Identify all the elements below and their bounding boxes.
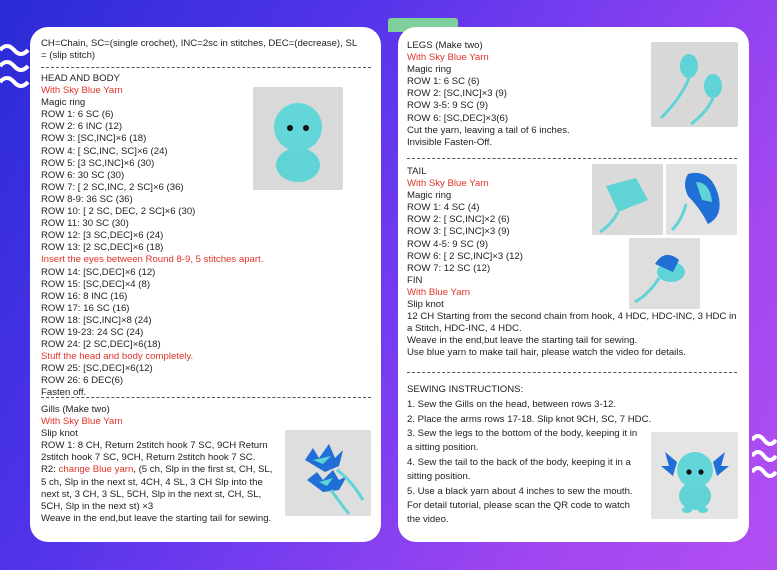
pattern-row: ROW 26: 6 DEC(6): [41, 375, 124, 387]
pattern-row: ROW 1: 6 SC (6): [41, 109, 114, 121]
section-title: Gills (Make two): [41, 404, 110, 415]
row-prefix: R2:: [41, 464, 59, 476]
head-body-photo: [253, 87, 343, 190]
pattern-row: Slip knot: [41, 428, 78, 440]
pattern-row: ROW 14: [SC,DEC]×6 (12): [41, 266, 156, 278]
section-title: TAIL: [407, 166, 427, 177]
pattern-row: ROW 3: [SC,INC]×6 (18): [41, 133, 147, 145]
right-page: [398, 27, 749, 542]
finished-toy-photo: [651, 432, 738, 519]
pattern-row: ROW 13: [2 SC,DEC]×6 (18): [41, 242, 164, 254]
pattern-row: Fasten off.: [41, 387, 87, 399]
pattern-row: ROW 3-5: 9 SC (9): [407, 100, 489, 112]
abbreviation-note: CH=Chain, SC=(single crochet), INC=2sc in stitches, DEC=(decrease), SL = (slip stitch): [41, 38, 357, 62]
pattern-row: ROW 4-5: 9 SC (9): [407, 238, 489, 250]
sewing-step: 4. Sew the tail to the back of the body, keeping it in a sitting position.: [407, 456, 631, 483]
pattern-row: Magic ring: [41, 97, 86, 109]
instruction-note: Insert the eyes between Round 8-9, 5 stitches apart.: [41, 254, 264, 266]
yarn-color-note: With Blue Yarn: [407, 286, 471, 298]
section-divider: [407, 158, 737, 159]
pattern-row: ROW 17: 16 SC (16): [41, 302, 130, 314]
pattern-row: ROW 24: [2 SC,DEC]×6(18): [41, 339, 161, 351]
section-title: HEAD AND BODY: [41, 73, 120, 84]
pattern-row: ROW 7: 12 SC (12): [407, 262, 491, 274]
pattern-row: ROW 15: [SC,DEC]×4 (8): [41, 278, 151, 290]
pattern-row: ROW 6: [SC,DEC]×3(6): [407, 112, 509, 124]
sewing-step: 5. Use a black yarn about 4 inches to sew the mouth. For detail tutorial, please scan the QR code to watch the video.: [407, 485, 633, 526]
pattern-row: Use blue yarn to make tail hair, please watch the video for details.: [407, 347, 686, 359]
pattern-row: ROW 6: [ 2 SC,INC]×3 (12): [407, 250, 523, 262]
pattern-rows: [407, 64, 647, 149]
tail-photo-3: [629, 238, 700, 309]
fin-title: FIN: [407, 274, 423, 286]
pattern-row: ROW 6: 30 SC (30): [41, 169, 125, 181]
wave-decoration-icon: [752, 430, 777, 510]
pattern-row: ROW 4: [ SC,INC, SC]×6 (24): [41, 145, 168, 157]
pattern-row: Cut the yarn, leaving a tail of 6 inches.: [407, 124, 570, 136]
pattern-row: Weave in the end,but leave the starting tail for sewing.: [407, 335, 638, 347]
pattern-row: ROW 7: [ 2 SC,INC, 2 SC]×6 (36): [41, 181, 184, 193]
yarn-color-note: With Sky Blue Yarn: [407, 178, 489, 190]
yarn-color-note: With Sky Blue Yarn: [41, 416, 123, 428]
pattern-row: ROW 18: [SC,INC]×8 (24): [41, 314, 152, 326]
pattern-row: ROW 10: [ 2 SC, DEC, 2 SC]×6 (30): [41, 206, 196, 218]
pattern-row: ROW 12: [3 SC,DEC]×6 (24): [41, 230, 164, 242]
pattern-row: Magic ring: [407, 190, 452, 202]
section-title: LEGS (Make two): [407, 40, 483, 51]
pattern-row: Weave in the end,but leave the starting tail for sewing.: [41, 512, 272, 524]
tail-photo-2: [666, 164, 737, 235]
color-change-note: change Blue yarn: [58, 464, 134, 476]
row-text: , (5 ch, Slp in the first st, CH, SL, 5 ch, Slp in the next st, 4CH, 4 SL, 3 CH Slp into the next st, 3 CH, 3 SL, 5CH, Slp in the next st, CH, SL, 5CH, Slp in the next st) ×3: [41, 464, 273, 512]
yarn-color-note: With Sky Blue Yarn: [41, 85, 123, 97]
pattern-row: ROW 1: 8 CH, Return 2stitch hook 7 SC, 9CH Return 2stitch hook 7 SC, 9CH, Return 2stitch hook 7 SC.: [41, 440, 268, 464]
pattern-row: [41, 464, 273, 512]
pattern-row: ROW 16: 8 INC (16): [41, 290, 128, 302]
pattern-row: 12 CH Starting from the second chain from hook, 4 HDC, HDC-INC, 3 HDC in a Stitch, HDC-INC, 4 HDC.: [407, 311, 737, 335]
pattern-row: Slip knot: [407, 299, 444, 311]
tail-photo-1: [592, 164, 663, 235]
pattern-row: ROW 11: 30 SC (30): [41, 218, 129, 230]
pattern-row: Invisible Fasten-Off.: [407, 136, 493, 148]
sewing-step: 1. Sew the Gills on the head, between rows 3-12.: [407, 399, 617, 411]
pattern-row: ROW 19-23: 24 SC (24): [41, 326, 144, 338]
yarn-color-note: With Sky Blue Yarn: [407, 52, 489, 64]
section-divider: [41, 67, 371, 68]
gills-photo: [285, 430, 371, 516]
pattern-row: ROW 25: [SC,DEC]×6(12): [41, 363, 153, 375]
legs-photo: [651, 42, 738, 127]
sewing-step: 2. Place the arms rows 17-18. Slip knot 9CH, SC, 7 HDC.: [407, 413, 652, 425]
section-title: SEWING INSTRUCTIONS:: [407, 384, 524, 395]
pattern-row: Magic ring: [407, 64, 452, 76]
legs-section: [407, 40, 647, 149]
pattern-row: ROW 8-9: 36 SC (36): [41, 193, 133, 205]
sewing-step: 3. Sew the legs to the bottom of the body, keeping it in a sitting position.: [407, 427, 638, 454]
section-divider: [41, 397, 371, 398]
pattern-row: ROW 2: [SC,INC]×3 (9): [407, 88, 507, 100]
left-page: [30, 27, 381, 542]
pattern-row: ROW 1: 6 SC (6): [407, 76, 480, 88]
wave-decoration-icon: [0, 40, 30, 120]
section-divider: [407, 372, 737, 373]
pattern-row: ROW 5: [3 SC,INC]×6 (30): [41, 157, 155, 169]
pattern-row: ROW 3: [ SC,INC]×3 (9): [407, 226, 510, 238]
pattern-row: ROW 1: 4 SC (4): [407, 202, 480, 214]
instruction-note: Stuff the head and body completely.: [41, 351, 194, 363]
pattern-row: ROW 2: 6 INC (12): [41, 121, 123, 133]
pattern-row: ROW 2: [ SC,INC]×2 (6): [407, 214, 510, 226]
